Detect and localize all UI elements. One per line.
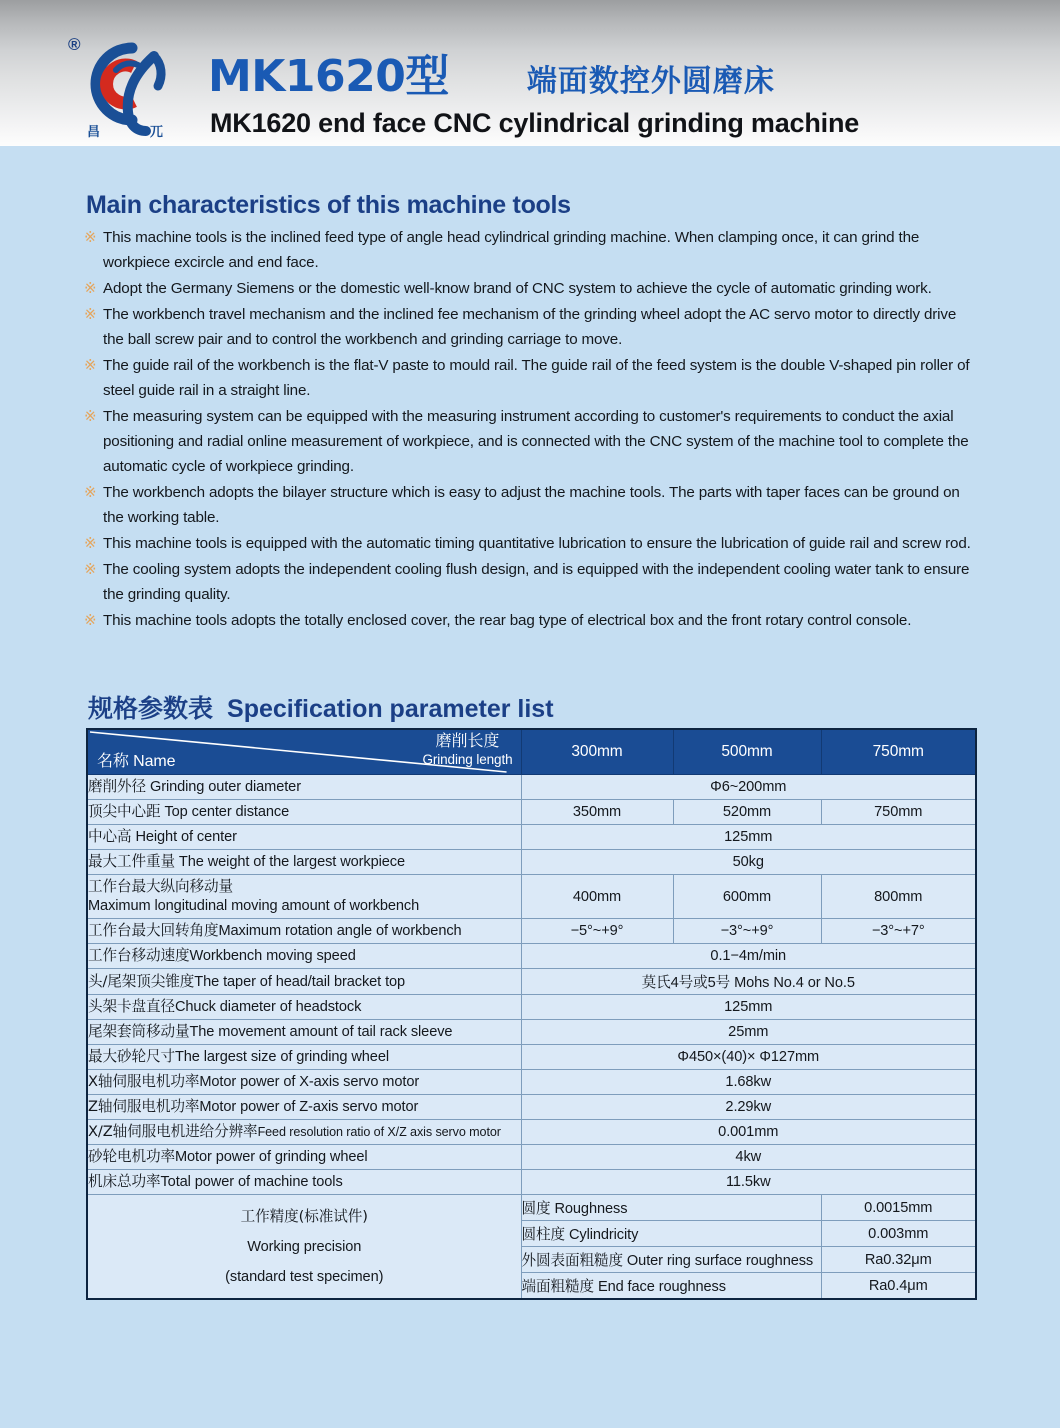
- characteristic-item: [84, 353, 976, 403]
- parameter-value-cell-1: −5°~+9°: [521, 919, 673, 944]
- characteristic-text: The workbench adopts the bilayer structure which is easy to adjust the machine tools. The parts with taper faces can be ground on the working table.: [103, 484, 960, 526]
- table-row: [87, 919, 976, 944]
- parameter-name-english: Grinding outer diameter: [145, 779, 301, 795]
- table-row: [87, 995, 976, 1020]
- parameter-value-cell: 0.1−4m/min: [521, 944, 976, 969]
- parameter-value-cell: Φ450×(40)× Φ127mm: [521, 1045, 976, 1070]
- header-length-column-1: 300mm: [521, 729, 673, 775]
- parameter-value-cell: Φ6~200mm: [521, 775, 976, 800]
- parameter-value-cell: 1.68kw: [521, 1070, 976, 1095]
- working-precision-label-cn: 工作精度(标准试件): [240, 1207, 368, 1225]
- spec-section-heading: [88, 689, 554, 725]
- parameter-value-cell-3: −3°~+7°: [821, 919, 976, 944]
- parameter-value-cell: 莫氏4号或5号 Mohs No.4 or No.5: [521, 969, 976, 995]
- table-row: [87, 969, 976, 995]
- parameter-name-chinese: 顶尖中心距: [88, 803, 161, 820]
- parameter-name-cell: [87, 800, 521, 825]
- precision-item-name-en: Outer ring surface roughness: [622, 1253, 814, 1269]
- grinding-length-en: Grinding length: [422, 752, 513, 767]
- grinding-length-cn: 磨削长度: [435, 731, 500, 750]
- parameter-name-chinese: 尾架套筒移动量: [88, 1023, 190, 1040]
- parameter-value-cell: 0.001mm: [521, 1120, 976, 1145]
- parameter-value-cell: 4kw: [521, 1145, 976, 1170]
- parameter-name-chinese: 工作台最大回转角度: [88, 922, 219, 939]
- parameter-name-chinese: 头架卡盘直径: [88, 998, 175, 1015]
- table-row: [87, 850, 976, 875]
- precision-item-value: Ra0.32μm: [821, 1247, 976, 1273]
- reference-mark-icon: ※: [84, 560, 97, 578]
- reference-mark-icon: ※: [84, 279, 97, 297]
- parameter-name-chinese: Z轴伺服电机功率: [88, 1098, 200, 1115]
- parameter-name-cell: [87, 875, 521, 919]
- parameter-name-english: The largest size of grinding wheel: [174, 1049, 389, 1065]
- characteristic-item: [84, 302, 976, 352]
- characteristic-item: [84, 276, 976, 301]
- working-precision-label-en: Working precision: [247, 1238, 362, 1255]
- working-precision-label-note: (standard test specimen): [225, 1268, 384, 1285]
- spec-heading-english: Specification parameter list: [227, 695, 554, 723]
- parameter-value-cell: 25mm: [521, 1020, 976, 1045]
- parameter-name-chinese: 机床总功率: [88, 1173, 161, 1190]
- parameter-name-cell: [87, 1145, 521, 1170]
- characteristics-list: [84, 225, 976, 634]
- table-row: [87, 1070, 976, 1095]
- header-length-column-2: 500mm: [673, 729, 821, 775]
- parameter-name-english: The taper of head/tail bracket top: [194, 973, 406, 990]
- characteristic-text: This machine tools adopts the totally enclosed cover, the rear bag type of electrical box and the front rotary control console.: [103, 612, 912, 629]
- parameter-name-english: Motor power of Z-axis servo motor: [199, 1099, 419, 1115]
- table-row: [87, 875, 976, 919]
- parameter-name-chinese: 砂轮电机功率: [88, 1148, 175, 1165]
- parameter-name-cell: [87, 1120, 521, 1145]
- parameter-name-chinese: X轴伺服电机功率: [88, 1073, 200, 1090]
- table-row: [87, 1145, 976, 1170]
- header-diagonal-cell: [87, 729, 521, 775]
- parameter-name-chinese: 最大砂轮尺寸: [88, 1048, 175, 1065]
- parameter-name-english: Feed resolution ratio of X/Z axis servo motor: [257, 1125, 501, 1139]
- precision-item-value: 0.003mm: [821, 1221, 976, 1247]
- precision-item-name: [521, 1247, 821, 1273]
- parameter-name-chinese: X/Z轴伺服电机进给分辨率: [88, 1123, 258, 1140]
- parameter-name-english: Workbench moving speed: [189, 948, 356, 964]
- specification-table-body: [87, 729, 976, 1299]
- company-logo: [62, 34, 194, 142]
- characteristic-item: [84, 557, 976, 607]
- parameter-name-cell: [87, 919, 521, 944]
- characteristic-text: This machine tools is equipped with the automatic timing quantitative lubrication to ensure the lubrication of guide rail and screw rod.: [103, 535, 971, 552]
- reference-mark-icon: ※: [84, 356, 97, 374]
- parameter-name-cell: [87, 1170, 521, 1195]
- parameter-name-cell: [87, 850, 521, 875]
- header-length-column-3: 750mm: [821, 729, 976, 775]
- characteristic-text: This machine tools is the inclined feed type of angle head cylindrical grinding machine. When clamping once, it can grind the workpiece excircle and end face.: [103, 229, 920, 271]
- parameter-value-cell: 50kg: [521, 850, 976, 875]
- parameter-name-chinese: 中心高: [88, 828, 132, 845]
- parameter-name-cell: [87, 1070, 521, 1095]
- precision-item-name-en: Cylindricity: [564, 1227, 639, 1243]
- characteristic-text: The workbench travel mechanism and the inclined fee mechanism of the grinding wheel adopt the AC servo motor to directly drive the ball screw pair and to control the workbench and grinding carriage to move.: [103, 306, 957, 348]
- precision-item-name-cn: 外圆表面粗糙度: [521, 1252, 623, 1269]
- parameter-name-english: Total power of machine tools: [160, 1174, 343, 1190]
- parameter-name-english: Maximum longitudinal moving amount of workbench: [88, 898, 420, 914]
- specification-table: [86, 728, 977, 1300]
- characteristic-item: [84, 225, 976, 275]
- characteristic-text: The guide rail of the workbench is the flat-V paste to mould rail. The guide rail of the feed system is the double V-shaped pin roller of steel guide rail in a straight line.: [103, 357, 970, 399]
- working-precision-label: [87, 1195, 521, 1300]
- parameter-name-chinese: 最大工件重量: [88, 853, 175, 870]
- precision-row: [87, 1195, 976, 1221]
- table-row: [87, 1020, 976, 1045]
- specification-table-wrapper: [86, 728, 975, 1300]
- table-row: [87, 825, 976, 850]
- parameter-value-cell-1: 400mm: [521, 875, 673, 919]
- logo-text-left: 昌: [87, 125, 101, 140]
- parameter-name-chinese: 头/尾架顶尖锥度: [88, 972, 195, 990]
- page-header-banner: [0, 0, 1060, 146]
- parameter-value-cell-3: 800mm: [821, 875, 976, 919]
- parameter-value-cell-2: −3°~+9°: [673, 919, 821, 944]
- parameter-name-cell: [87, 969, 521, 995]
- table-row: [87, 1095, 976, 1120]
- product-title-chinese: 端面数控外圆磨床: [526, 64, 775, 99]
- precision-item-name: [521, 1273, 821, 1300]
- precision-item-name: [521, 1195, 821, 1221]
- parameter-value-cell-1: 350mm: [521, 800, 673, 825]
- characteristic-text: Adopt the Germany Siemens or the domestic well-know brand of CNC system to achieve the cycle of automatic grinding work.: [103, 280, 932, 297]
- logo-graphic: [62, 34, 194, 142]
- parameter-name-chinese: 工作台移动速度: [88, 947, 190, 964]
- precision-item-name-cn: 端面粗糙度: [521, 1278, 594, 1295]
- parameter-value-cell: 11.5kw: [521, 1170, 976, 1195]
- table-row: [87, 1045, 976, 1070]
- parameter-name-english: Height of center: [131, 829, 237, 845]
- parameter-name-english: Maximum rotation angle of workbench: [218, 923, 462, 939]
- parameter-name-cell: [87, 1020, 521, 1045]
- parameter-name-english: The weight of the largest workpiece: [174, 854, 405, 870]
- spec-heading-chinese: 规格参数表: [88, 694, 214, 723]
- logo-text-right: 兀: [150, 125, 164, 140]
- parameter-value-cell-3: 750mm: [821, 800, 976, 825]
- table-header-row: [87, 729, 976, 775]
- precision-item-name-cn: 圆柱度: [521, 1226, 565, 1243]
- parameter-name-cell: [87, 825, 521, 850]
- table-row: [87, 775, 976, 800]
- product-model-title: MK1620型: [208, 51, 449, 102]
- parameter-name-english: Chuck diameter of headstock: [174, 999, 362, 1015]
- parameter-name-cell: [87, 1095, 521, 1120]
- precision-item-name-en: Roughness: [550, 1201, 628, 1217]
- page-body: [0, 155, 1060, 1428]
- precision-item-value: 0.0015mm: [821, 1195, 976, 1221]
- parameter-value-cell: 125mm: [521, 825, 976, 850]
- reference-mark-icon: ※: [84, 228, 97, 246]
- reference-mark-icon: ※: [84, 534, 97, 552]
- table-row: [87, 1120, 976, 1145]
- reference-mark-icon: ※: [84, 611, 97, 629]
- characteristics-heading: Main characteristics of this machine tools: [86, 191, 571, 219]
- characteristic-text: The cooling system adopts the independent cooling flush design, and is equipped with the independent cooling water tank to ensure the grinding quality.: [103, 561, 970, 603]
- reference-mark-icon: ※: [84, 407, 97, 425]
- parameter-name-english: The movement amount of tail rack sleeve: [189, 1024, 453, 1040]
- parameter-name-cell: [87, 944, 521, 969]
- header-name-label: 名称 Name: [97, 753, 176, 770]
- parameter-value-cell-2: 520mm: [673, 800, 821, 825]
- parameter-value-cell: 125mm: [521, 995, 976, 1020]
- table-row: [87, 944, 976, 969]
- parameter-name-cell: [87, 775, 521, 800]
- parameter-name-cell: [87, 1045, 521, 1070]
- characteristic-item: [84, 404, 976, 479]
- parameter-name-chinese: 磨削外径: [88, 778, 146, 795]
- precision-item-name-en: End face roughness: [593, 1279, 726, 1295]
- characteristic-item: [84, 531, 976, 556]
- registered-trademark-icon: ®: [68, 35, 81, 54]
- characteristic-item: [84, 480, 976, 530]
- header-grinding-length-label: [422, 731, 512, 769]
- parameter-value-cell-2: 600mm: [673, 875, 821, 919]
- parameter-name-chinese: 工作台最大纵向移动量: [88, 878, 233, 895]
- table-row: [87, 1170, 976, 1195]
- reference-mark-icon: ※: [84, 305, 97, 323]
- parameter-value-cell: 2.29kw: [521, 1095, 976, 1120]
- precision-item-name-cn: 圆度: [521, 1200, 551, 1217]
- reference-mark-icon: ※: [84, 483, 97, 501]
- table-row: [87, 800, 976, 825]
- characteristic-text: The measuring system can be equipped with the measuring instrument according to customer's requirements to conduct the axial positioning and radial online measurement of workpiece, and is connected with the CNC system of the machine tool to complete the automatic cycle of workpiece grinding.: [103, 408, 969, 475]
- parameter-name-cell: [87, 995, 521, 1020]
- characteristic-item: [84, 608, 976, 633]
- precision-item-value: Ra0.4μm: [821, 1273, 976, 1300]
- product-title-english: MK1620 end face CNC cylindrical grinding machine: [210, 108, 860, 138]
- parameter-name-english: Motor power of X-axis servo motor: [199, 1074, 420, 1090]
- parameter-name-english: Top center distance: [160, 804, 290, 820]
- precision-item-name: [521, 1221, 821, 1247]
- parameter-name-english: Motor power of grinding wheel: [174, 1149, 368, 1165]
